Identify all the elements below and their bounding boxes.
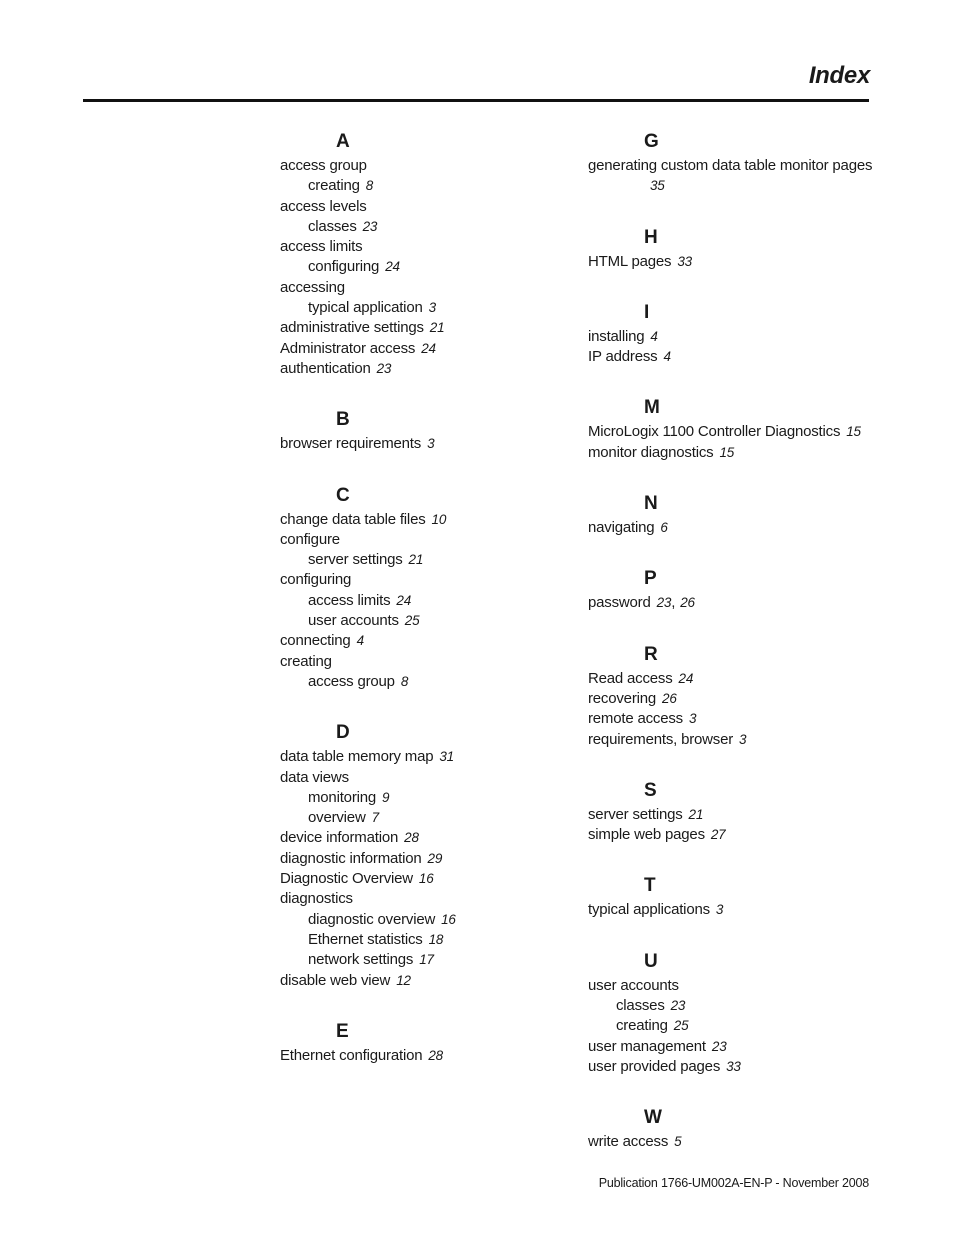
- index-entry: [280, 768, 580, 788]
- page-reference-link[interactable]: 24: [421, 340, 436, 356]
- index-subentry: [280, 808, 580, 828]
- page-reference-link[interactable]: 23: [711, 1038, 727, 1054]
- index-term: access limits: [308, 591, 391, 609]
- index-term: MicroLogix 1100 Controller Diagnostics: [588, 423, 841, 441]
- page-reference-link[interactable]: 15: [846, 424, 861, 440]
- index-subentry: [280, 930, 580, 950]
- index-group-p: [588, 565, 888, 613]
- page-reference-link[interactable]: 16: [441, 911, 456, 927]
- index-term: device information: [280, 829, 399, 847]
- index-letter-heading: P: [644, 568, 657, 590]
- index-subentry: [280, 257, 580, 277]
- index-subentry: [280, 788, 580, 808]
- index-subentry: [280, 298, 580, 318]
- index-term: Ethernet statistics: [308, 930, 423, 948]
- page-reference-link[interactable]: 5: [674, 1134, 682, 1150]
- index-entry: [280, 434, 580, 454]
- page-reference-link[interactable]: 15: [719, 444, 735, 460]
- index-letter-heading: R: [644, 643, 658, 665]
- page-reference-link[interactable]: 24: [678, 670, 694, 686]
- index-letter-heading: U: [644, 950, 658, 972]
- index-term: diagnostic overview: [308, 910, 436, 928]
- index-term: creating: [280, 652, 332, 670]
- index-term: user provided pages: [588, 1057, 721, 1075]
- page-reference-link[interactable]: 17: [419, 952, 434, 968]
- index-subentry: [280, 672, 580, 692]
- page-reference-link[interactable]: 6: [660, 520, 668, 536]
- page-separator: ,: [671, 594, 676, 612]
- header-rule: [83, 99, 869, 102]
- page-reference-link[interactable]: 23: [376, 360, 392, 376]
- index-entry: [280, 652, 580, 672]
- page-reference-link[interactable]: 8: [365, 178, 374, 194]
- index-entry: [588, 1057, 888, 1077]
- index-group-t: [588, 872, 888, 920]
- page-reference-link[interactable]: 21: [429, 320, 445, 336]
- index-term: requirements, browser: [588, 730, 734, 748]
- index-entry: [280, 237, 580, 257]
- page-reference-link[interactable]: 16: [418, 871, 434, 887]
- index-group-r: [588, 641, 888, 750]
- index-term: simple web pages: [588, 826, 705, 844]
- index-entry: [588, 593, 888, 613]
- index-term: generating custom data table monitor pages: [588, 157, 873, 174]
- page-reference-link[interactable]: 3: [739, 731, 747, 747]
- page-reference-link[interactable]: 21: [408, 552, 424, 568]
- index-entry: [588, 1037, 888, 1057]
- index-subentry: [280, 611, 580, 631]
- page-reference-link[interactable]: 23: [656, 595, 672, 611]
- index-subentry: [280, 950, 580, 970]
- index-term: classes: [308, 217, 357, 235]
- index-term: IP address: [588, 348, 658, 366]
- index-letter-heading: H: [644, 226, 658, 248]
- index-column-left: [280, 128, 580, 1093]
- index-group-w: [588, 1104, 888, 1152]
- index-letter-heading: T: [644, 875, 656, 897]
- index-group-b: [280, 406, 580, 454]
- index-letter-heading: G: [644, 131, 659, 152]
- index-entry: [280, 339, 580, 359]
- page-reference-link[interactable]: 7: [371, 810, 379, 826]
- index-term: administrative settings: [280, 319, 424, 337]
- index-subentry: [588, 1016, 888, 1036]
- index-entry: [280, 1046, 580, 1066]
- index-term: diagnostic information: [280, 849, 422, 867]
- publication-footer: Publication 1766-UM002A-EN-P - November 2008: [598, 1176, 869, 1190]
- index-term: user accounts: [308, 612, 399, 630]
- index-term: Ethernet configuration: [280, 1046, 423, 1064]
- index-entry: [280, 530, 580, 550]
- index-entry: [588, 327, 888, 347]
- index-group-d: [280, 719, 580, 991]
- index-term: change data table files: [280, 510, 426, 528]
- index-term: server settings: [308, 551, 403, 569]
- index-term: Read access: [588, 669, 673, 687]
- index-group-e: [280, 1018, 580, 1066]
- index-term: password: [588, 594, 651, 612]
- index-term: Diagnostic Overview: [280, 870, 413, 888]
- index-entry: [280, 359, 580, 379]
- index-entry: [280, 747, 580, 767]
- page-reference-link[interactable]: 29: [427, 850, 443, 866]
- page-reference-link[interactable]: 3: [427, 436, 435, 452]
- index-letter-heading: I: [644, 301, 650, 323]
- index-entry: [588, 976, 888, 996]
- page-reference-link[interactable]: 3: [715, 902, 724, 918]
- index-group-m: [588, 394, 888, 463]
- index-term: authentication: [280, 359, 371, 377]
- index-term: remote access: [588, 710, 683, 728]
- page-reference-link[interactable]: 25: [404, 613, 420, 629]
- index-term: navigating: [588, 519, 655, 537]
- index-letter-heading: B: [336, 409, 350, 431]
- page-reference-link[interactable]: 33: [726, 1058, 741, 1074]
- index-entry: [588, 518, 888, 538]
- page-reference-link[interactable]: 8: [400, 673, 409, 689]
- index-letter-heading: A: [336, 131, 350, 152]
- index-entry: [588, 443, 888, 463]
- page-reference-link[interactable]: 26: [680, 595, 695, 611]
- index-entry: [280, 197, 580, 217]
- index-term: browser requirements: [280, 435, 422, 453]
- page-reference-link[interactable]: 21: [688, 806, 704, 822]
- index-entry: [588, 730, 888, 750]
- index-term: creating: [308, 177, 360, 195]
- index-subentry: [588, 996, 888, 1016]
- page-reference-link[interactable]: 3: [428, 300, 436, 316]
- index-term: network settings: [308, 951, 414, 969]
- page-reference-link[interactable]: 4: [650, 328, 658, 344]
- index-subentry: [280, 591, 580, 611]
- page-reference-link[interactable]: 27: [710, 827, 726, 843]
- index-entry: [280, 971, 580, 991]
- index-term: recovering: [588, 689, 657, 707]
- index-term: installing: [588, 327, 645, 345]
- index-column-right: [588, 128, 888, 1180]
- index-group-c: [280, 482, 580, 693]
- index-term: accessing: [280, 278, 345, 296]
- page-reference-link[interactable]: 28: [404, 830, 419, 846]
- index-entry-continuation: [588, 176, 888, 196]
- index-entry: [588, 347, 888, 367]
- index-term: access group: [308, 672, 395, 690]
- index-entry: [588, 709, 888, 729]
- index-term: server settings: [588, 805, 683, 823]
- index-term: diagnostics: [280, 890, 353, 908]
- index-term: classes: [616, 997, 665, 1015]
- index-term: Administrator access: [280, 339, 416, 357]
- index-group-a: [280, 128, 580, 379]
- index-group-s: [588, 777, 888, 846]
- index-entry: [588, 156, 888, 176]
- index-term: creating: [616, 1017, 668, 1035]
- index-term: connecting: [280, 632, 351, 650]
- page-reference-link[interactable]: 35: [650, 178, 665, 194]
- index-group-h: [588, 224, 888, 272]
- index-letter-heading: W: [644, 1107, 662, 1129]
- index-group-n: [588, 490, 888, 538]
- index-term: configuring: [308, 258, 380, 276]
- page-reference-link[interactable]: 33: [677, 253, 692, 269]
- index-entry: [280, 849, 580, 869]
- page-reference-link[interactable]: 23: [362, 218, 378, 234]
- index-term: data table memory map: [280, 748, 434, 766]
- index-subentry: [280, 550, 580, 570]
- index-term: disable web view: [280, 971, 391, 989]
- index-term: configure: [280, 530, 340, 548]
- index-subentry: [280, 217, 580, 237]
- index-subentry: [280, 910, 580, 930]
- index-term: access levels: [280, 197, 367, 215]
- index-entry: [280, 631, 580, 651]
- page-reference-link[interactable]: 4: [356, 633, 364, 649]
- page-reference-link[interactable]: 23: [670, 998, 686, 1014]
- index-group-u: [588, 948, 888, 1077]
- page-reference-link[interactable]: 26: [662, 690, 677, 706]
- page-reference-link[interactable]: 4: [663, 349, 671, 365]
- page-reference-link[interactable]: 18: [428, 931, 444, 947]
- index-group-i: [588, 299, 888, 368]
- index-letter-heading: S: [644, 779, 657, 801]
- page-reference-link[interactable]: 10: [431, 511, 447, 527]
- index-term: user accounts: [588, 976, 679, 994]
- index-letter-heading: N: [644, 493, 658, 515]
- index-term: typical application: [308, 299, 423, 317]
- index-letter-heading: M: [644, 397, 660, 419]
- index-term: monitoring: [308, 788, 377, 806]
- page-title: Index: [808, 62, 870, 89]
- index-entry: [280, 570, 580, 590]
- index-subentry: [280, 176, 580, 196]
- index-term: monitor diagnostics: [588, 443, 714, 461]
- index-entry: [280, 889, 580, 909]
- index-entry: [588, 825, 888, 845]
- index-term: access group: [280, 157, 367, 174]
- index-term: typical applications: [588, 901, 710, 919]
- index-letter-heading: D: [336, 722, 350, 744]
- index-entry: [588, 1132, 888, 1152]
- index-term: overview: [308, 809, 366, 827]
- index-letter-heading: C: [336, 484, 350, 506]
- page-reference-link[interactable]: 28: [428, 1047, 443, 1063]
- index-term: configuring: [280, 571, 352, 589]
- index-term: access limits: [280, 238, 363, 256]
- index-term: user management: [588, 1037, 706, 1055]
- page-reference-link[interactable]: 12: [396, 972, 411, 988]
- index-term: data views: [280, 768, 349, 786]
- page-reference-link[interactable]: 24: [385, 259, 400, 275]
- index-entry: [280, 869, 580, 889]
- index-entry: [280, 278, 580, 298]
- index-entry: [588, 689, 888, 709]
- index-entry: [588, 252, 888, 272]
- index-entry: [280, 510, 580, 530]
- index-letter-heading: E: [336, 1020, 349, 1042]
- index-entry: [588, 805, 888, 825]
- index-entry: [280, 828, 580, 848]
- index-group-g: [588, 128, 888, 197]
- page-reference-link[interactable]: 9: [382, 789, 390, 805]
- page-reference-link[interactable]: 31: [439, 749, 454, 765]
- index-entry: [280, 318, 580, 338]
- index-entry: [588, 422, 888, 442]
- index-term: write access: [588, 1133, 669, 1151]
- page-reference-link[interactable]: 3: [688, 711, 697, 727]
- index-entry: [588, 900, 888, 920]
- page-reference-link[interactable]: 24: [396, 592, 412, 608]
- index-entry: [588, 669, 888, 689]
- index-entry: [280, 156, 580, 176]
- index-term: HTML pages: [588, 252, 672, 270]
- page-reference-link[interactable]: 25: [673, 1018, 689, 1034]
